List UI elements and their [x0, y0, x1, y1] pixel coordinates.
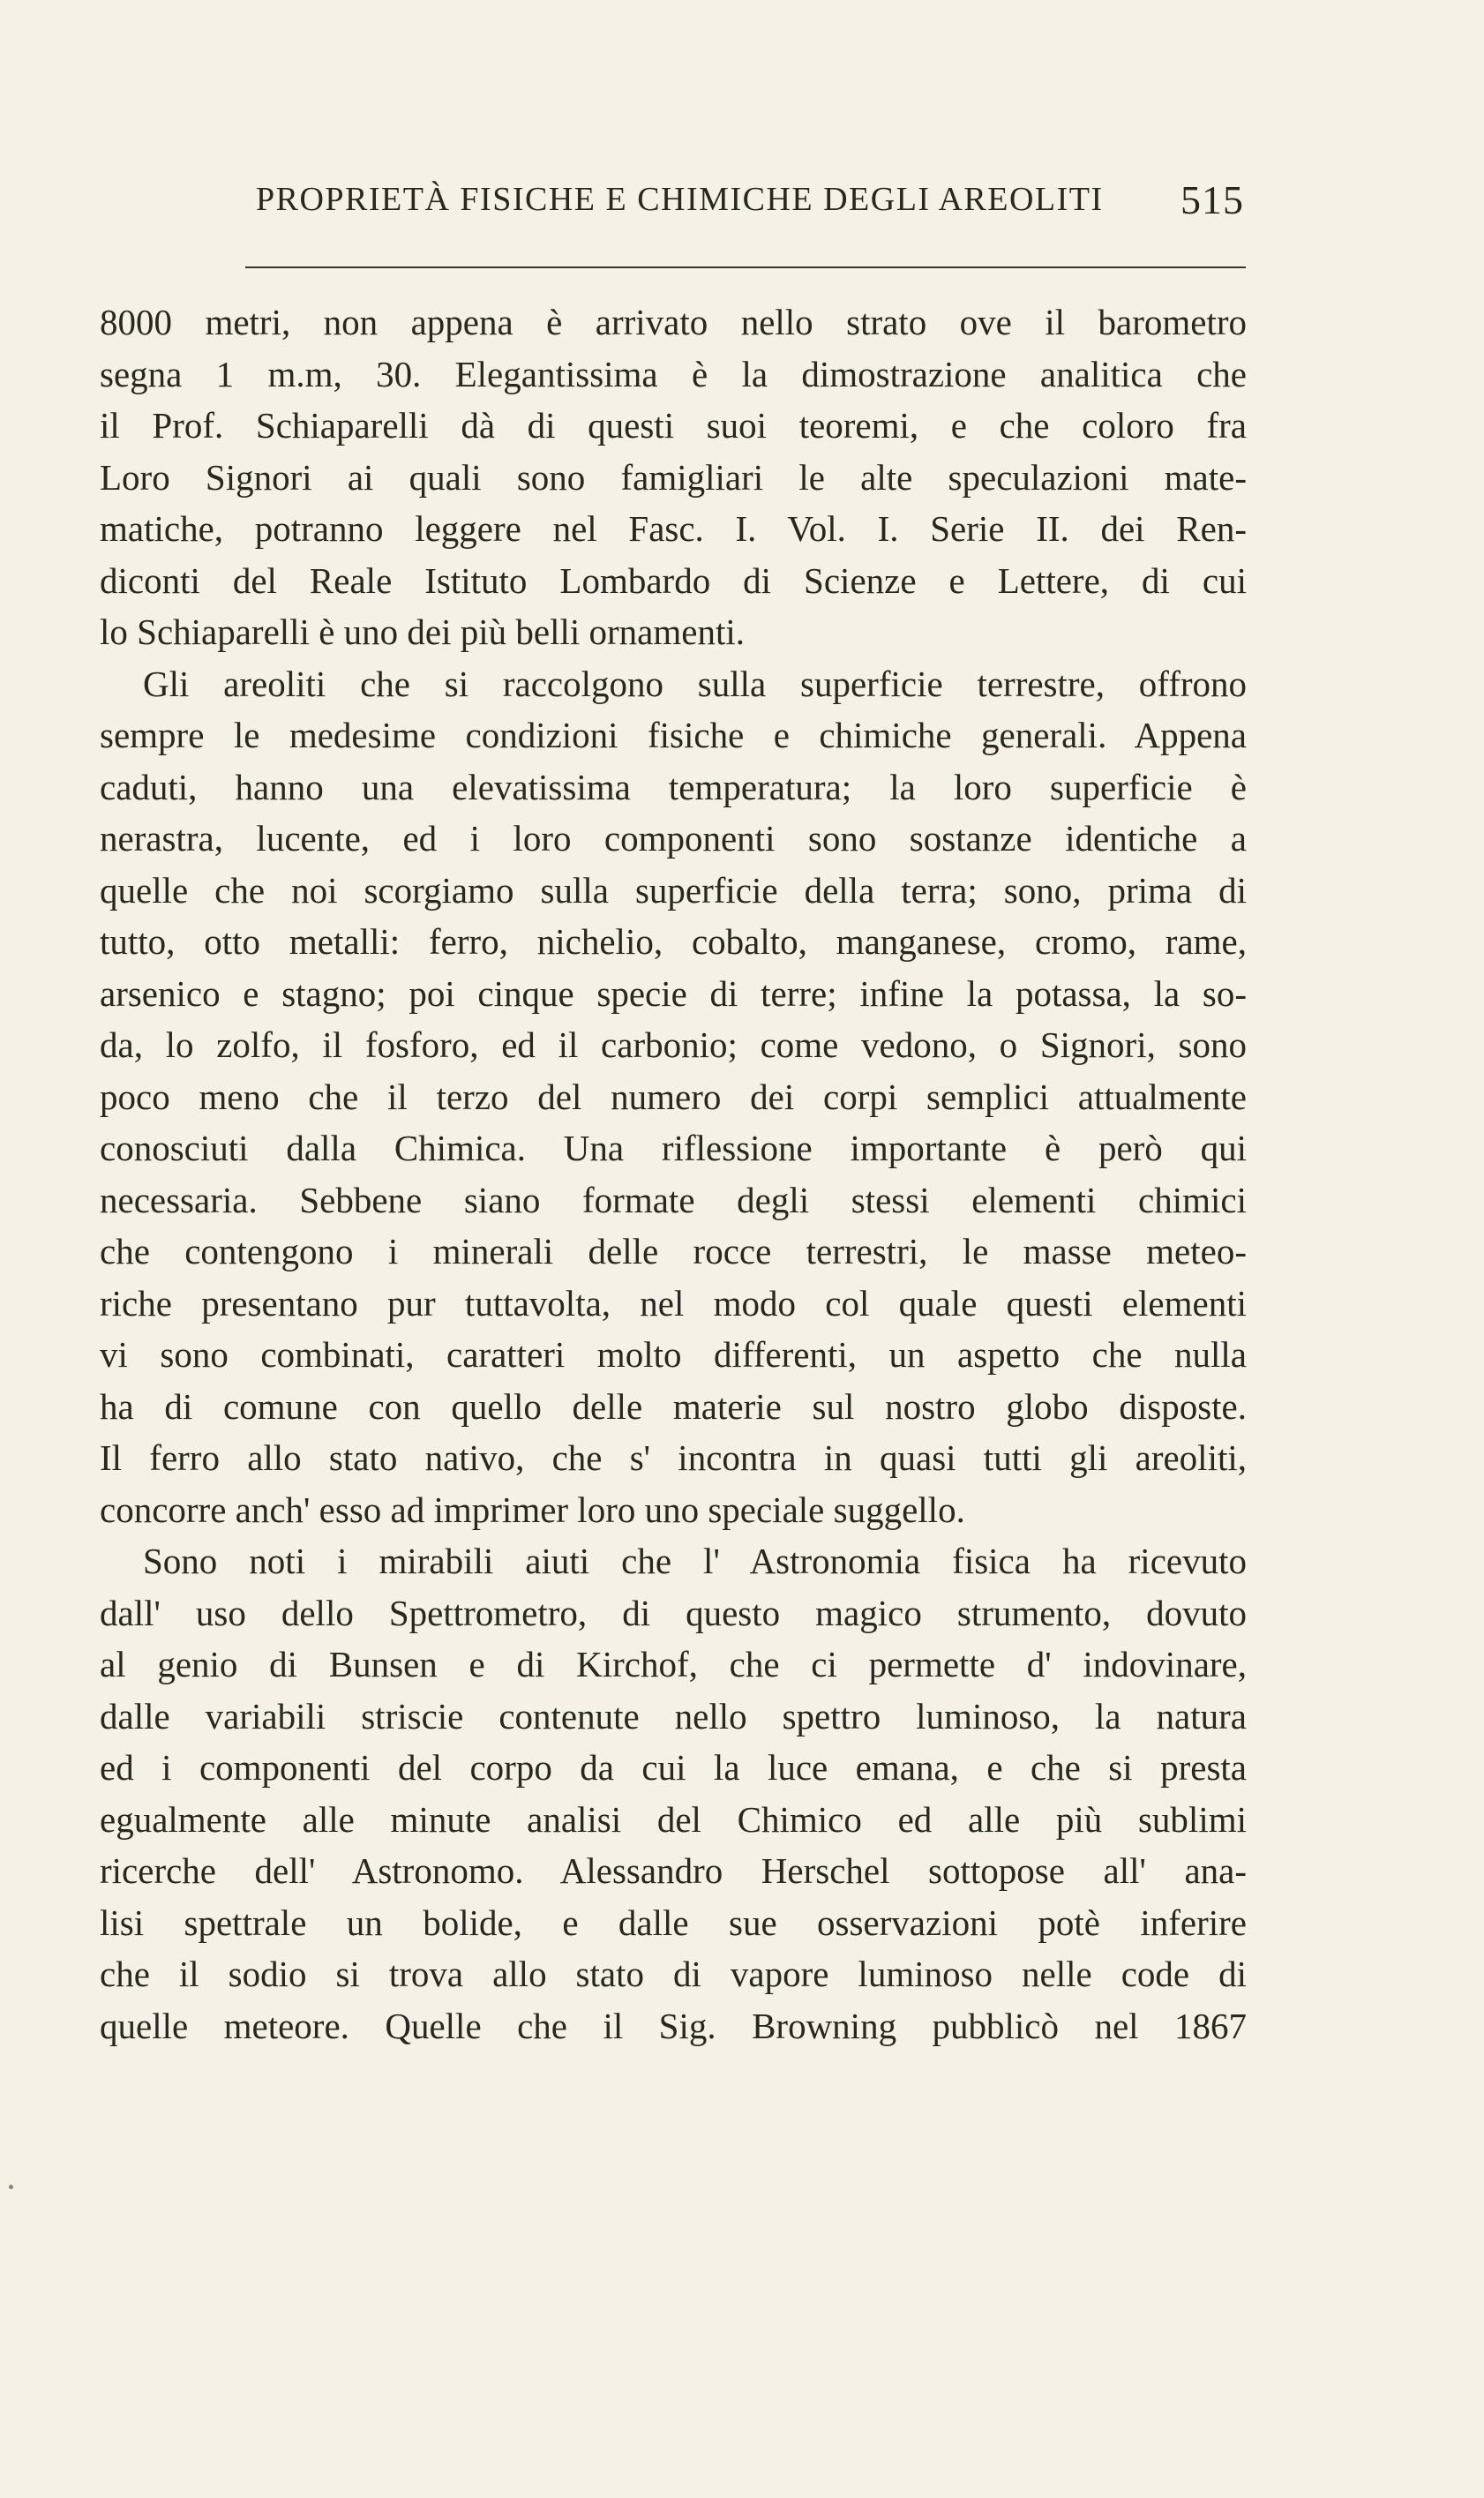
text-line: che il sodio si trova allo stato di vapore luminoso nelle code di	[100, 1954, 1247, 1994]
text-line: Sono noti i mirabili aiuti che l' Astronomia fisica ha ricevuto	[143, 1541, 1247, 1581]
paragraph-2	[100, 658, 1247, 1536]
text-line: caduti, hanno una elevatissima temperatura; la loro superficie è	[100, 766, 1247, 807]
text-line: dall' uso dello Spettrometro, di questo magico strumento, dovuto	[100, 1592, 1247, 1633]
text-line: necessaria. Sebbene siano formate degli stessi elementi chimici	[100, 1179, 1247, 1220]
text-line: Gli areoliti che si raccolgono sulla superficie terrestre, offrono	[143, 663, 1247, 704]
text-line: poco meno che il terzo del numero dei corpi semplici attualmente	[100, 1076, 1247, 1117]
text-line: dalle variabili striscie contenute nello spettro luminoso, la natura	[100, 1695, 1247, 1737]
text-line: ed i componenti del corpo da cui la luce emana, e che si presta	[100, 1747, 1247, 1788]
text-line: ricerche dell' Astronomo. Alessandro Herschel sottopose all' ana-	[100, 1850, 1247, 1891]
text-line: Loro Signori ai quali sono famigliari le alte speculazioni mate-	[100, 456, 1247, 498]
text-line: che contengono i minerali delle rocce terrestri, le masse meteo-	[100, 1231, 1247, 1272]
header-rule	[245, 266, 1246, 268]
margin-speck	[9, 2185, 13, 2189]
text-line: al genio di Bunsen e di Kirchof, che ci permette d' indovinare,	[100, 1644, 1247, 1684]
text-line: ha di comune con quello delle materie sul nostro globo disposte.	[100, 1385, 1247, 1427]
running-head	[256, 177, 1244, 242]
body-text	[100, 296, 1247, 2052]
text-line: da, lo zolfo, il fosforo, ed il carbonio; come vedono, o Signori, sono	[100, 1024, 1247, 1065]
text-line: matiche, potranno leggere nel Fasc. I. Vol. I. Serie II. dei Ren-	[100, 508, 1247, 549]
text-line: 8000 metri, non appena è arrivato nello strato ove il barometro	[100, 302, 1247, 342]
text-line: egualmente alle minute analisi del Chimico ed alle più sublimi	[100, 1798, 1247, 1840]
text-line: concorre anch' esso ad imprimer loro uno speciale suggello.	[100, 1489, 965, 1530]
text-line: Il ferro allo stato nativo, che s' incontra in quasi tutti gli areoliti,	[100, 1437, 1247, 1478]
text-line: lisi spettrale un bolide, e dalle sue osservazioni potè inferire	[100, 1902, 1247, 1943]
text-line: nerastra, lucente, ed i loro componenti sono sostanze identiche a	[100, 818, 1247, 859]
text-line: conosciuti dalla Chimica. Una riflessione importante è però qui	[100, 1128, 1247, 1168]
paragraph-3	[100, 1535, 1247, 2052]
text-line: il Prof. Schiaparelli dà di questi suoi teoremi, e che coloro fra	[100, 405, 1247, 446]
text-line: riche presentano pur tuttavolta, nel modo col quale questi elementi	[100, 1282, 1247, 1324]
paragraph-1	[100, 296, 1247, 658]
text-line: vi sono combinati, caratteri molto differenti, un aspetto che nulla	[100, 1334, 1247, 1375]
text-line: tutto, otto metalli: ferro, nichelio, cobalto, manganese, cromo, rame,	[100, 921, 1247, 962]
text-line: quelle meteore. Quelle che il Sig. Browning pubblicò nel 1867	[100, 2005, 1247, 2046]
text-line: arsenico e stagno; poi cinque specie di terre; infine la potassa, la so-	[100, 972, 1247, 1014]
text-line: diconti del Reale Istituto Lombardo di Scienze e Lettere, di cui	[100, 559, 1247, 601]
text-line: segna 1 m.m, 30. Elegantissima è la dimostrazione analitica che	[100, 353, 1247, 394]
running-title: PROPRIETÀ FISICHE E CHIMICHE DEGLI AREOLITI	[256, 181, 1104, 218]
text-line: sempre le medesime condizioni fisiche e chimiche generali. Appena	[100, 715, 1247, 755]
page-number: 515	[1180, 177, 1244, 222]
text-line: quelle che noi scorgiamo sulla superficie della terra; sono, prima di	[100, 869, 1247, 911]
text-line: lo Schiaparelli è uno dei più belli ornamenti.	[100, 611, 745, 652]
